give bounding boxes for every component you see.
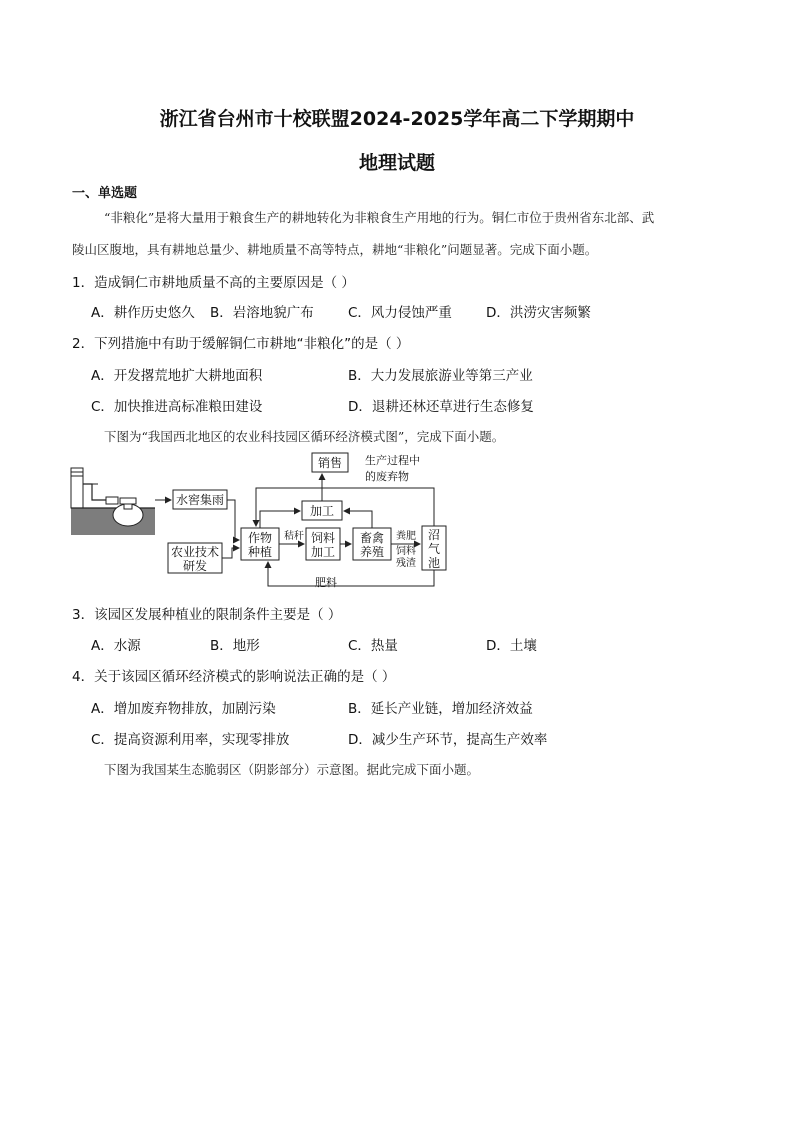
circular-economy-diagram bbox=[70, 450, 450, 592]
manure-label: 粪肥 bbox=[396, 531, 416, 542]
question-1-stem: 1．造成铜仁市耕地质量不高的主要原因是（ ） bbox=[72, 275, 355, 291]
cistern-label: 水窖集雨 bbox=[175, 493, 225, 507]
question-2-option-d[interactable]: D．退耕还林还草进行生态修复 bbox=[348, 399, 534, 415]
question-4-option-a[interactable]: A．增加废弃物排放，加剧污染 bbox=[91, 701, 276, 717]
feed-residue-label-line-2: 残渣 bbox=[396, 558, 416, 569]
agri-tech-label-line-2: 研发 bbox=[182, 559, 208, 573]
livestock-label-line-2: 养殖 bbox=[359, 545, 385, 559]
question-3-option-a[interactable]: A．水源 bbox=[91, 638, 141, 654]
question-3-option-d[interactable]: D．土壤 bbox=[486, 638, 537, 654]
intro-paragraph-3: 下图为我国某生态脆弱区（阴影部分）示意图。据此完成下面小题。 bbox=[104, 762, 480, 777]
question-2-option-c[interactable]: C．加快推进高标准粮田建设 bbox=[91, 399, 263, 415]
straw-label: 秸秆 bbox=[284, 531, 304, 542]
processing-label: 加工 bbox=[309, 504, 335, 518]
water-cellar-illustration bbox=[71, 468, 155, 535]
question-2-stem: 2．下列措施中有助于缓解铜仁市耕地“非粮化”的是（ ） bbox=[72, 336, 410, 352]
waste-label-line-1: 生产过程中 bbox=[365, 454, 420, 467]
document-title: 浙江省台州市十校联盟2024-2025学年高二下学期期中 bbox=[159, 108, 635, 130]
livestock-label-line-1: 畜禽 bbox=[359, 531, 385, 545]
question-3-option-c[interactable]: C．热量 bbox=[348, 638, 398, 654]
question-4-option-b[interactable]: B．延长产业链，增加经济效益 bbox=[348, 701, 533, 717]
question-1-option-d[interactable]: D．洪涝灾害频繁 bbox=[486, 305, 591, 321]
question-1-option-c[interactable]: C．风力侵蚀严重 bbox=[348, 305, 452, 321]
document-subtitle: 地理试题 bbox=[358, 152, 435, 174]
crop-planting-label-line-2: 种植 bbox=[247, 545, 273, 559]
crop-planting-label-line-1: 作物 bbox=[247, 531, 273, 545]
feed-processing-label-line-2: 加工 bbox=[310, 545, 336, 559]
biogas-label-line-3: 池 bbox=[427, 556, 441, 570]
intro-paragraph-1-line-1: “非粮化”是将大量用于粮食生产的耕地转化为非粮食生产用地的行为。铜仁市位于贵州省东北部、武 bbox=[104, 210, 655, 225]
question-4-stem: 4．关于该园区循环经济模式的影响说法正确的是（ ） bbox=[72, 669, 396, 685]
question-2-option-b[interactable]: B．大力发展旅游业等第三产业 bbox=[348, 368, 533, 384]
sales-label: 销售 bbox=[317, 456, 343, 470]
feed-processing-label-line-1: 饲料 bbox=[310, 531, 336, 545]
agri-tech-label-line-1: 农业技术 bbox=[170, 545, 220, 559]
question-4-option-d[interactable]: D．减少生产环节，提高生产效率 bbox=[348, 732, 548, 748]
intro-paragraph-1-line-2: 陵山区腹地，具有耕地总量少、耕地质量不高等特点，耕地“非粮化”问题显著。完成下面小题。 bbox=[72, 242, 598, 257]
question-4-option-c[interactable]: C．提高资源利用率，实现零排放 bbox=[91, 732, 290, 748]
intro-paragraph-2: 下图为“我国西北地区的农业科技园区循环经济模式图”，完成下面小题。 bbox=[104, 429, 505, 444]
question-1-option-a[interactable]: A．耕作历史悠久 bbox=[91, 305, 195, 321]
section-heading: 一、单选题 bbox=[72, 186, 138, 201]
biogas-label-line-1: 沼 bbox=[427, 528, 441, 542]
waste-label-line-2: 的废弃物 bbox=[365, 470, 409, 483]
question-3-stem: 3．该园区发展种植业的限制条件主要是（ ） bbox=[72, 607, 342, 623]
question-3-option-b[interactable]: B．地形 bbox=[210, 638, 260, 654]
question-2-option-a[interactable]: A．开发撂荒地扩大耕地面积 bbox=[91, 368, 263, 384]
fertilizer-label: 肥料 bbox=[315, 576, 337, 589]
question-1-option-b[interactable]: B．岩溶地貌广布 bbox=[210, 305, 314, 321]
feed-residue-label-line-1: 饲料 bbox=[396, 546, 416, 557]
biogas-label-line-2: 气 bbox=[427, 542, 441, 556]
